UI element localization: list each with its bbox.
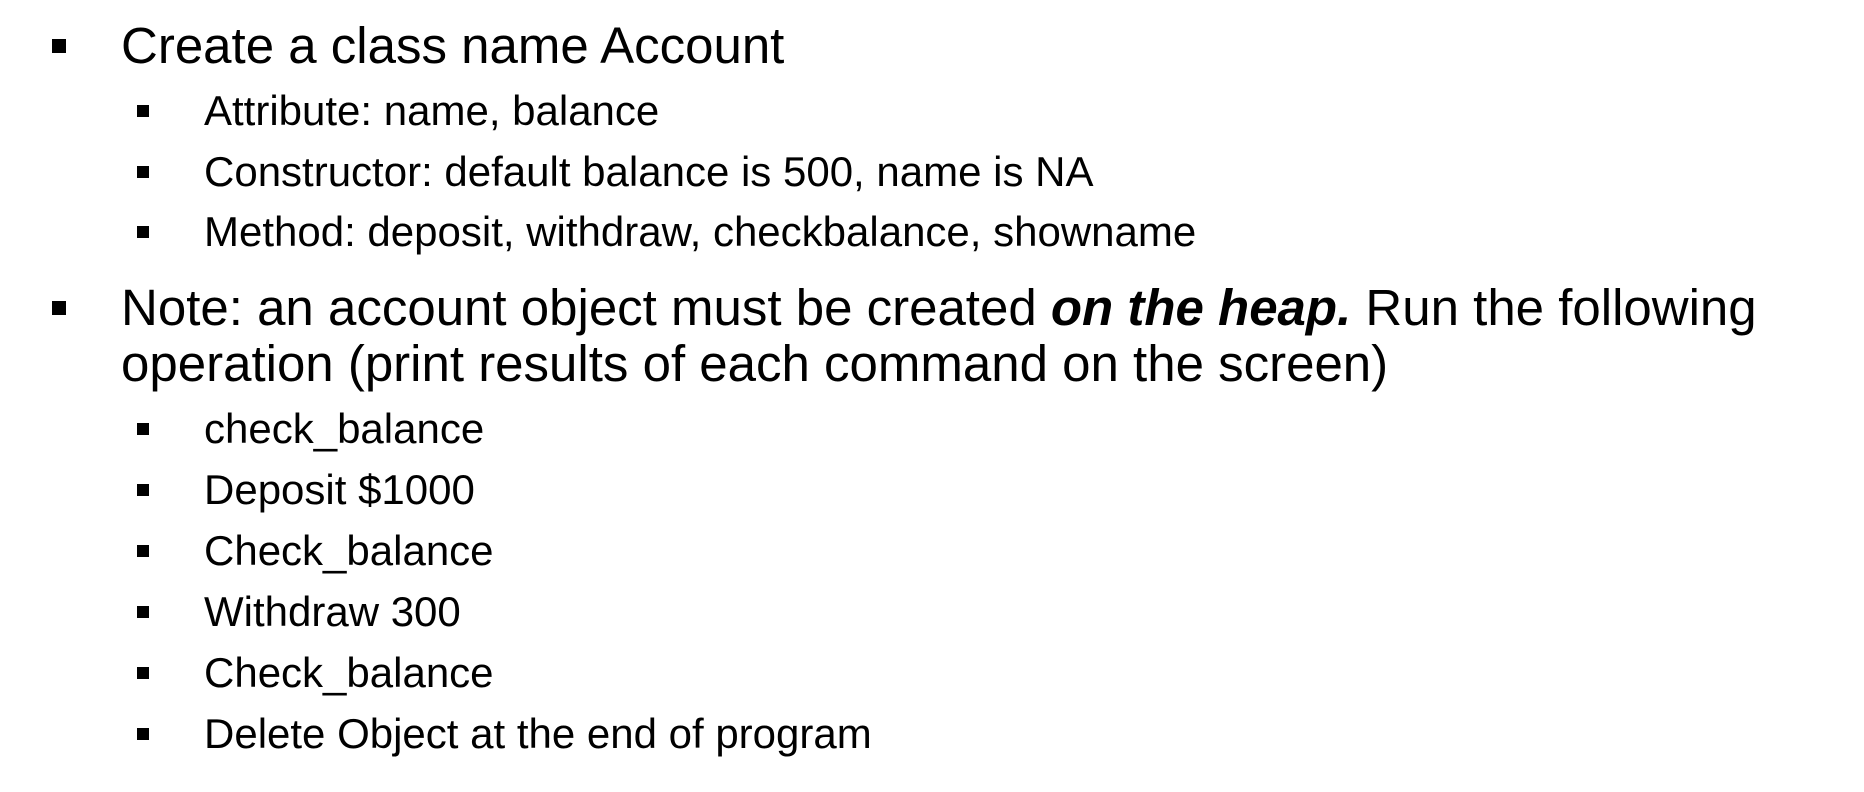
sub-item-label: Delete Object at the end of program — [204, 710, 872, 757]
square-bullet-icon — [137, 545, 149, 557]
sub-item-label: Deposit $1000 — [204, 466, 475, 513]
sub-item-label: Check_balance — [204, 649, 494, 696]
sub-item-label: Attribute: name, balance — [204, 87, 660, 134]
square-bullet-icon — [52, 301, 66, 315]
note-emphasis: on the heap. — [1050, 279, 1352, 336]
sub-item-label: Method: deposit, withdraw, checkbalance, showname — [204, 208, 1197, 255]
square-bullet-icon — [137, 606, 149, 618]
square-bullet-icon — [137, 105, 149, 117]
square-bullet-icon — [52, 39, 66, 53]
square-bullet-icon — [137, 423, 149, 435]
note-prefix: Note: an account object must be created — [121, 279, 1051, 336]
note-text-line2: operation (print results of each command on the screen) — [121, 335, 1389, 392]
square-bullet-icon — [137, 226, 149, 238]
sub-item-label: Check_balance — [204, 527, 494, 574]
sub-item-label: Constructor: default balance is 500, name is NA — [204, 148, 1094, 195]
note-text-line1 — [121, 279, 1757, 337]
heading-create-class: Create a class name Account — [121, 17, 785, 74]
square-bullet-icon — [137, 166, 149, 178]
sub-item-label: Withdraw 300 — [204, 588, 461, 635]
square-bullet-icon — [137, 728, 149, 740]
square-bullet-icon — [137, 667, 149, 679]
square-bullet-icon — [137, 484, 149, 496]
sub-item-label: check_balance — [204, 405, 485, 452]
note-suffix: Run the following — [1351, 279, 1757, 336]
